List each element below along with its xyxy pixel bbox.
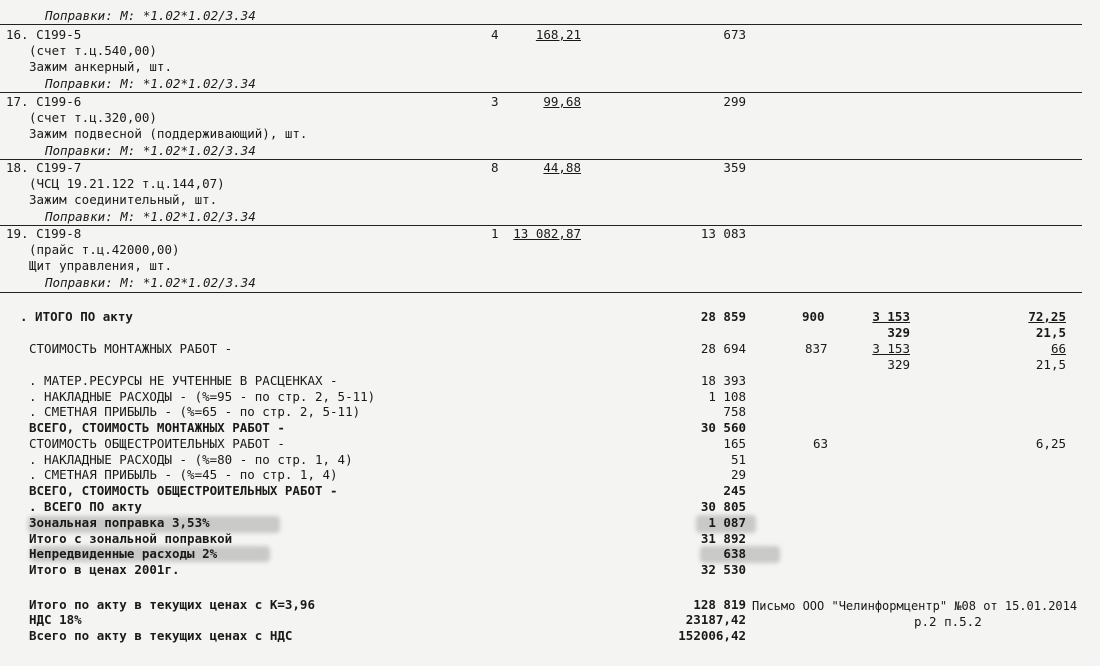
- summary-label: НДС 18%: [29, 612, 82, 627]
- item-correction: Поправки: М: *1.02*1.02/3.34: [45, 76, 256, 91]
- divider: [0, 92, 1082, 93]
- divider: [0, 292, 1082, 293]
- item-total: 299: [723, 94, 746, 109]
- summary-label: . МАТЕР.РЕСУРСЫ НЕ УЧТЕННЫЕ В РАСЦЕНКАХ -: [29, 373, 338, 388]
- item-qty: 1: [491, 226, 499, 241]
- note-letter: Письмо ООО "Челинформцентр" №08 от 15.01.2014: [752, 599, 1078, 613]
- item-basis: (счет т.ц.540,00): [29, 43, 157, 58]
- item-qty: 4: [491, 27, 499, 42]
- item-total: 673: [723, 27, 746, 42]
- item-unit-price: 168,21: [535, 27, 581, 42]
- summary-value: 152006,42: [678, 628, 746, 643]
- summary-label: Итого по акту в текущих ценах с К=3,96: [29, 597, 315, 612]
- item-total: 13 083: [700, 226, 746, 241]
- summary-label: Непредвиденные расходы 2%: [29, 546, 218, 561]
- summary-label: Всего по акту в текущих ценах с НДС: [29, 628, 293, 643]
- summary-label: СТОИМОСТЬ ОБЩЕСТРОИТЕЛЬНЫХ РАБОТ -: [29, 436, 285, 451]
- item-unit-price: 13 082,87: [513, 226, 581, 241]
- summary-col4b: 21,5: [1035, 357, 1066, 372]
- summary-value: 23187,42: [685, 612, 746, 627]
- summary-label: Итого с зональной поправкой: [29, 531, 233, 546]
- item-qty: 8: [491, 160, 499, 175]
- item-unit-price: 99,68: [543, 94, 581, 109]
- summary-col2: 837: [805, 341, 828, 356]
- item-name: Зажим соединительный, шт.: [29, 192, 218, 207]
- summary-label: СТОИМОСТЬ МОНТАЖНЫХ РАБОТ -: [29, 341, 233, 356]
- summary-label: . ИТОГО ПО акту: [20, 309, 133, 324]
- item-basis: (прайс т.ц.42000,00): [29, 242, 180, 257]
- summary-value: 18 393: [700, 373, 746, 388]
- summary-col4: 72,25: [1028, 309, 1066, 324]
- summary-value: 31 892: [700, 531, 746, 546]
- item-name: Зажим анкерный, шт.: [29, 59, 172, 74]
- summary-col3b: 329: [887, 325, 910, 340]
- item-basis: (счет т.ц.320,00): [29, 110, 157, 125]
- summary-col4: 6,25: [1035, 436, 1066, 451]
- summary-col3: 3 153: [872, 341, 910, 356]
- item-code: 16. С199-5: [6, 27, 82, 42]
- summary-label: . СМЕТНАЯ ПРИБЫЛЬ - (%=45 - по стр. 1, 4): [29, 467, 338, 482]
- summary-value: 32 530: [700, 562, 746, 577]
- item-correction: Поправки: М: *1.02*1.02/3.34: [45, 209, 256, 224]
- summary-value: 30 805: [700, 499, 746, 514]
- item-code: 19. С199-8: [6, 226, 82, 241]
- summary-col3b: 329: [887, 357, 910, 372]
- item-code: 17. С199-6: [6, 94, 82, 109]
- divider: [0, 24, 1082, 25]
- summary-col2: 900: [802, 309, 825, 324]
- summary-label: . СМЕТНАЯ ПРИБЫЛЬ - (%=65 - по стр. 2, 5-11): [29, 404, 361, 419]
- summary-value: 28 694: [700, 341, 746, 356]
- item-correction: Поправки: М: *1.02*1.02/3.34: [45, 275, 256, 290]
- item-basis: (ЧСЦ 19.21.122 т.ц.144,07): [29, 176, 225, 191]
- item-unit-price: 44,88: [543, 160, 581, 175]
- summary-col4b: 21,5: [1035, 325, 1066, 340]
- summary-col2: 63: [813, 436, 829, 451]
- summary-value: 29: [730, 467, 746, 482]
- summary-value: 128 819: [693, 597, 746, 612]
- summary-label: Зональная поправка 3,53%: [29, 515, 210, 530]
- summary-label: ВСЕГО, СТОИМОСТЬ ОБЩЕСТРОИТЕЛЬНЫХ РАБОТ -: [29, 483, 338, 498]
- summary-value: 1 108: [708, 389, 746, 404]
- summary-value: 30 560: [700, 420, 746, 435]
- summary-value: 28 859: [700, 309, 746, 324]
- item-correction: Поправки: М: *1.02*1.02/3.34: [45, 143, 256, 158]
- summary-label: . НАКЛАДНЫЕ РАСХОДЫ - (%=95 - по стр. 2, 5-11): [29, 389, 376, 404]
- item-qty: 3: [491, 94, 499, 109]
- top-correction: Поправки: М: *1.02*1.02/3.34: [45, 8, 256, 23]
- summary-value: 1 087: [708, 515, 746, 530]
- summary-col4: 66: [1050, 341, 1066, 356]
- summary-value: 758: [723, 404, 746, 419]
- summary-label: ВСЕГО, СТОИМОСТЬ МОНТАЖНЫХ РАБОТ -: [29, 420, 285, 435]
- item-name: Зажим подвесной (поддерживающий), шт.: [29, 126, 308, 141]
- summary-value: 638: [723, 546, 746, 561]
- item-total: 359: [723, 160, 746, 175]
- note-reference: р.2 п.5.2: [914, 614, 982, 629]
- summary-col3: 3 153: [872, 309, 910, 324]
- summary-label: Итого в ценах 2001г.: [29, 562, 180, 577]
- summary-label: . НАКЛАДНЫЕ РАСХОДЫ - (%=80 - по стр. 1, 4): [29, 452, 353, 467]
- item-code: 18. С199-7: [6, 160, 82, 175]
- summary-value: 51: [730, 452, 746, 467]
- item-name: Щит управления, шт.: [29, 258, 172, 273]
- summary-value: 245: [723, 483, 746, 498]
- summary-label: . ВСЕГО ПО акту: [29, 499, 142, 514]
- summary-value: 165: [723, 436, 746, 451]
